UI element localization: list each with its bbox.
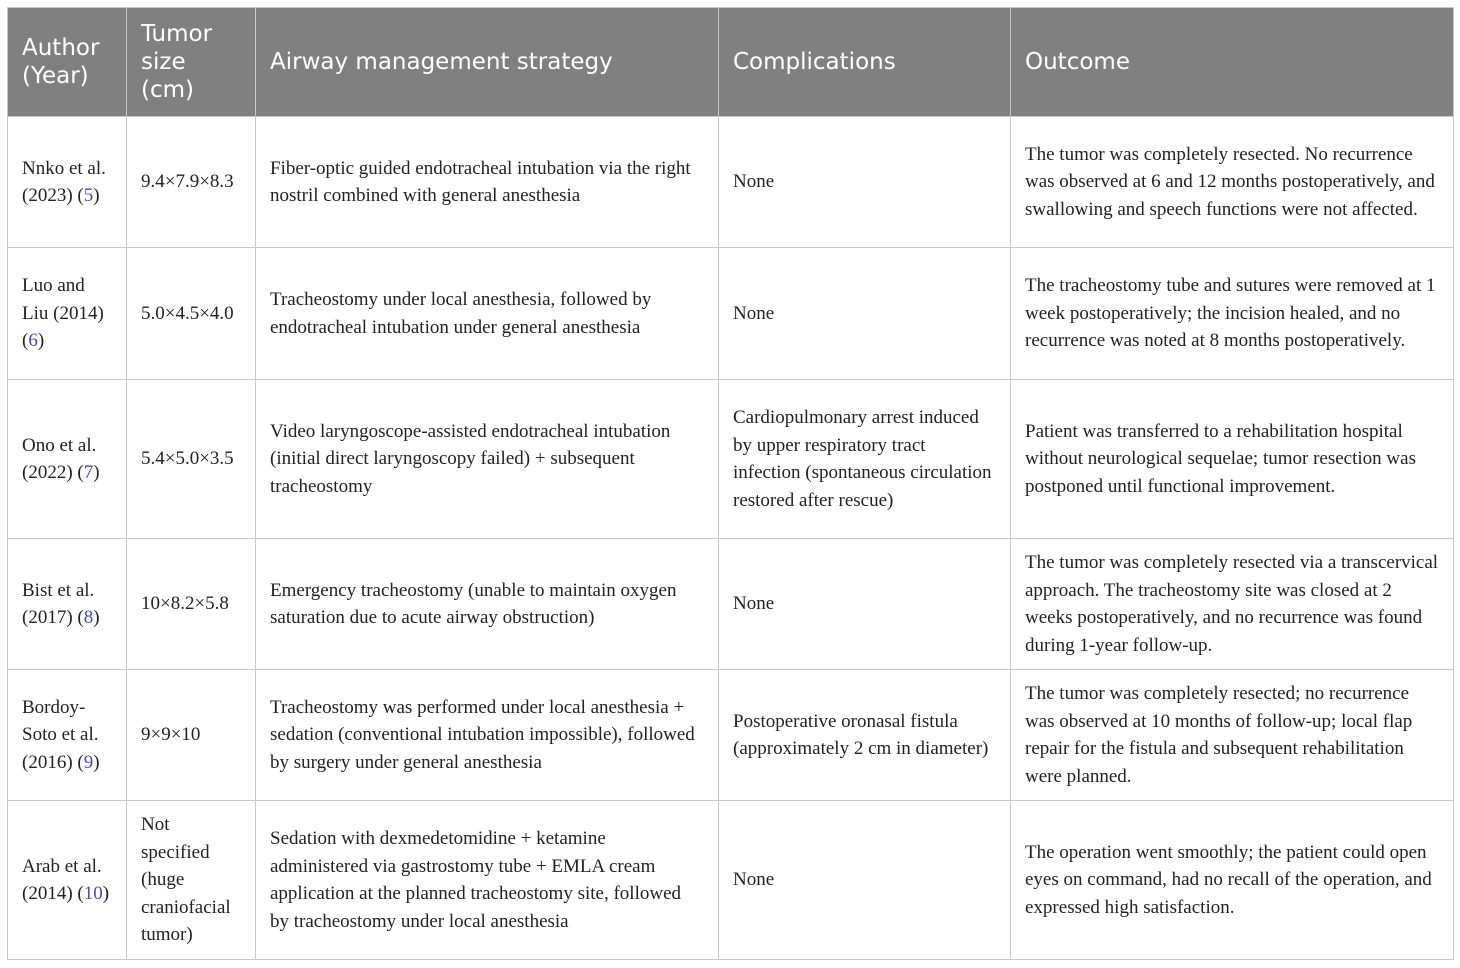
table-row <box>8 801 1454 960</box>
reference-link[interactable]: 9 <box>83 751 94 773</box>
cell-outcome: The tumor was completely resected. No recurrence was observed at 6 and 12 months postoperatively, and swallowing and speech functions were not affected. <box>1011 117 1454 248</box>
cell-complications: None <box>719 801 1011 960</box>
header-outcome: Outcome <box>1011 8 1454 117</box>
author-text: Arab et al. (2014) <box>22 855 102 904</box>
table-row <box>8 670 1454 801</box>
header-author: Author (Year) <box>8 8 127 117</box>
cell-strategy: Tracheostomy was performed under local anesthesia + sedation (conventional intubation impossible), followed by surgery under general anesthesia <box>256 670 719 801</box>
reference-link[interactable]: 8 <box>83 607 94 628</box>
cell-size: 5.4×5.0×3.5 <box>127 380 256 539</box>
author-text: Luo and Liu (2014) <box>22 275 104 324</box>
cell-size: 9.4×7.9×8.3 <box>127 117 256 248</box>
cell-strategy: Video laryngoscope-assisted endotracheal intubation (initial direct laryngoscopy failed) + subsequent tracheostomy <box>256 380 719 539</box>
author-text: Nnko et al. (2023) <box>22 157 106 206</box>
cell-author: Arab et al. (2014) (10) <box>8 801 127 960</box>
cell-size: 10×8.2×5.8 <box>127 539 256 670</box>
table-row <box>8 117 1454 248</box>
cell-outcome: The operation went smoothly; the patient could open eyes on command, had no recall of the operation, and expressed high satisfaction. <box>1011 801 1454 960</box>
cell-outcome: The tracheostomy tube and sutures were removed at 1 week postoperatively; the incision healed, and no recurrence was noted at 8 months postoperatively. <box>1011 248 1454 380</box>
cell-complications: Cardiopulmonary arrest induced by upper respiratory tract infection (spontaneous circulation restored after rescue) <box>719 380 1011 539</box>
header-strategy: Airway management strategy <box>256 8 719 117</box>
cell-complications: None <box>719 539 1011 670</box>
header-complications: Complications <box>719 8 1011 117</box>
cell-complications: None <box>719 117 1011 248</box>
cell-strategy: Tracheostomy under local anesthesia, followed by endotracheal intubation under general anesthesia <box>256 248 719 380</box>
reference-link[interactable]: 10 <box>83 883 103 904</box>
cell-author: Bordoy-Soto et al. (2016) (9) <box>8 670 127 801</box>
cell-size: 5.0×4.5×4.0 <box>127 248 256 380</box>
cell-strategy: Fiber-optic guided endotracheal intubation via the right nostril combined with general anesthesia <box>256 117 719 248</box>
cell-strategy: Emergency tracheostomy (unable to maintain oxygen saturation due to acute airway obstruction) <box>256 539 719 670</box>
case-comparison-table <box>7 7 1454 960</box>
cell-author: Nnko et al. (2023) (5) <box>8 117 127 248</box>
table-row <box>8 539 1454 670</box>
cell-strategy: Sedation with dexmedetomidine + ketamine administered via gastrostomy tube + EMLA cream application at the planned tracheostomy site, followed by tracheostomy under local anesthesia <box>256 801 719 960</box>
cell-complications: Postoperative oronasal fistula (approximately 2 cm in diameter) <box>719 670 1011 801</box>
table-row <box>8 380 1454 539</box>
reference-link[interactable]: 6 <box>28 330 38 352</box>
cell-outcome: Patient was transferred to a rehabilitation hospital without neurological sequelae; tumor resection was postponed until functional improvement. <box>1011 380 1454 539</box>
cell-author: Bist et al. (2017) (8) <box>8 539 127 670</box>
header-tumor-size: Tumor size (cm) <box>127 8 256 117</box>
cell-outcome: The tumor was completely resected via a transcervical approach. The tracheostomy site was closed at 2 weeks postoperatively, and no recurrence was found during 1-year follow-up. <box>1011 539 1454 670</box>
header-row <box>8 8 1454 117</box>
cell-size: 9×9×10 <box>127 670 256 801</box>
reference-link[interactable]: 7 <box>83 462 94 483</box>
cell-outcome: The tumor was completely resected; no recurrence was observed at 10 months of follow-up; local flap repair for the fistula and subsequent rehabilitation were planned. <box>1011 670 1454 801</box>
author-text: Bordoy-Soto et al. (2016) <box>22 696 99 773</box>
cell-complications: None <box>719 248 1011 380</box>
cell-size: Not specified (huge craniofacial tumor) <box>127 801 256 960</box>
author-text: Ono et al. (2022) <box>22 434 97 483</box>
cell-author: Ono et al. (2022) (7) <box>8 380 127 539</box>
cell-author: Luo and Liu (2014) (6) <box>8 248 127 380</box>
table-row <box>8 248 1454 380</box>
author-text: Bist et al. (2017) <box>22 579 95 628</box>
reference-link[interactable]: 5 <box>83 185 94 206</box>
